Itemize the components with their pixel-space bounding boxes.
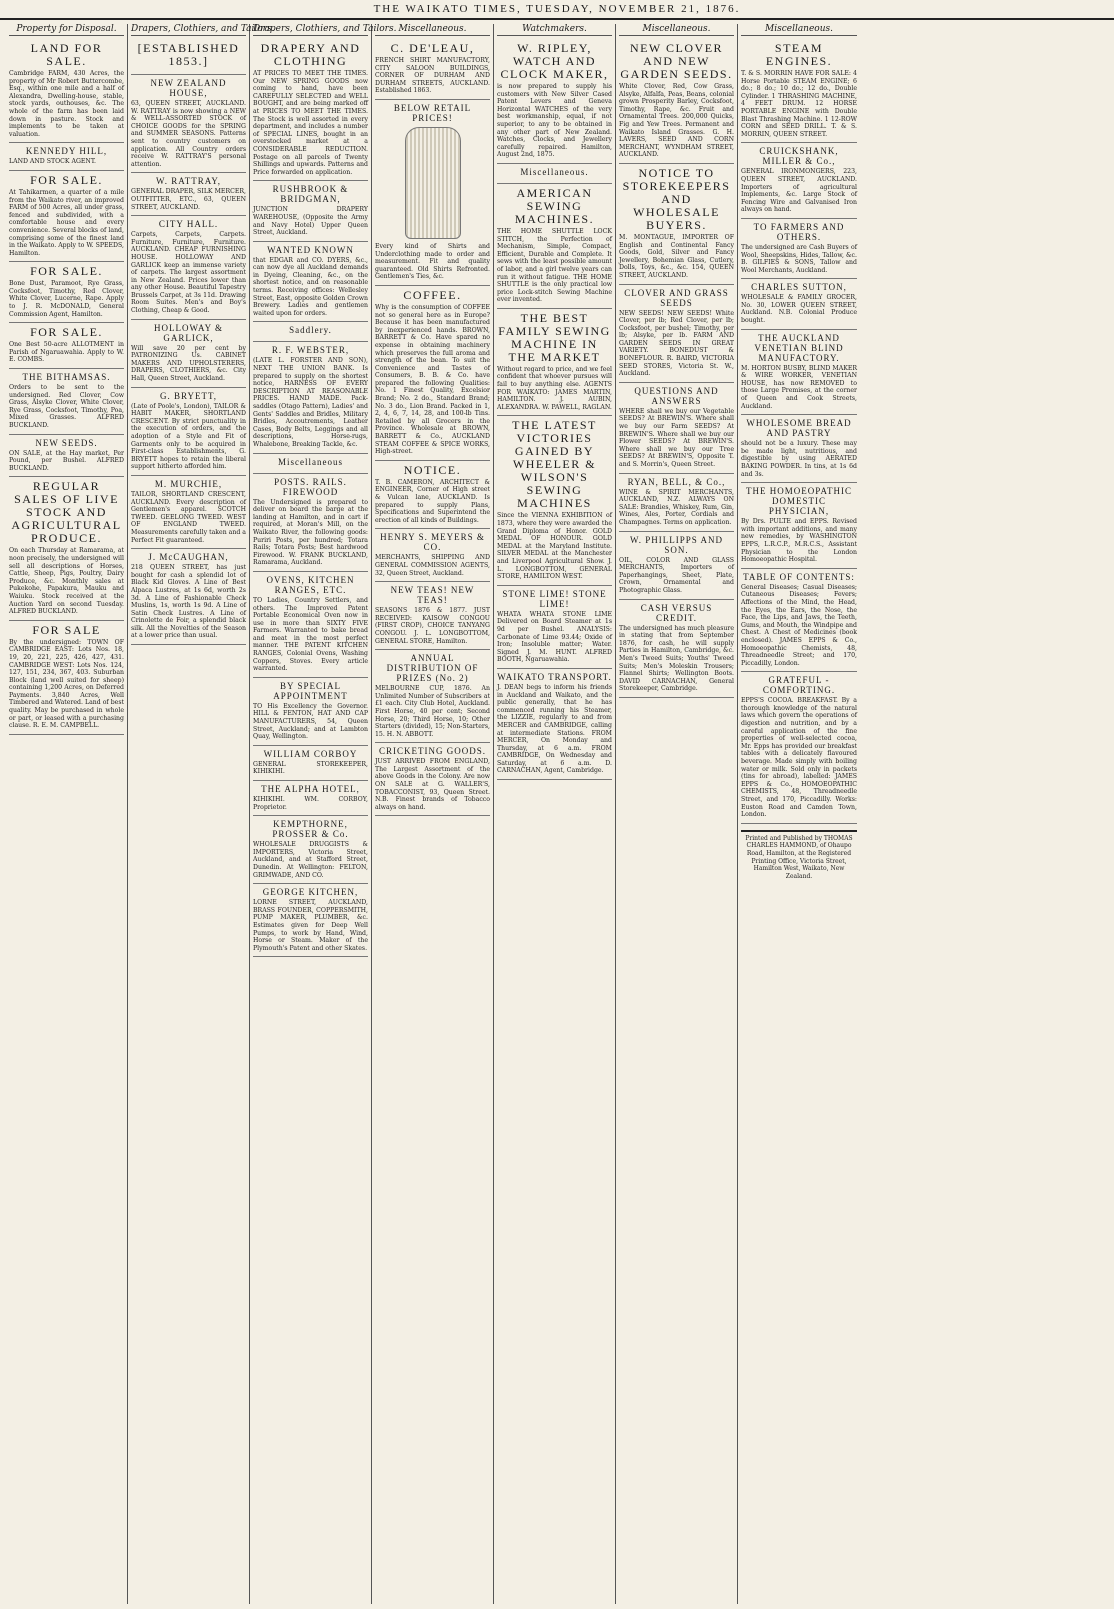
ad-title: ANNUAL DISTRIBUTION OF PRIZES (No. 2): [386, 653, 479, 684]
ad-body: SEASONS 1876 & 1877. JUST RECEIVED: KAISOW CONGOU (FIRST CROP), CHOICE TANYANG CONGOU. J. L. LONGBOTTOM, GENERAL STORE, Hamilton.: [375, 607, 490, 645]
column-4: [372, 24, 494, 1604]
advertisement: [131, 476, 246, 549]
ad-title: OVENS, KITCHEN RANGES, ETC.: [266, 574, 355, 595]
ad-title: BELOW RETAIL PRICES!: [393, 102, 472, 123]
ad-title: THE LATEST VICTORIES GAINED BY WHEELER & WILSON'S SEWING MACHINES: [512, 418, 597, 511]
ad-body: WHOLESALE DRUGGISTS & IMPORTERS, Victoria Street, Auckland, and at Stafford Street, Dunedin. At Wellington: FELTON, GRIMWADE, AND CO.: [253, 841, 368, 879]
ad-body: 218 QUEEN STREET, has just bought for cash a splendid lot of Black Kid Gloves. A Line of Best Alpaca Lustres, at 1s 6d, worth 2s 3d. A Line of Fashionable Check Muslins, 1s, worth 1s 9d. A Line of Satin Check Lustres. A Line of Crinolette de Foir, a splendid black silk. All the Novelties of the Season at a lower price than usual.: [131, 564, 246, 640]
advertisement: [253, 474, 368, 572]
ad-body: AT PRICES TO MEET THE TIMES. Our NEW SPRING GOODS now coming to hand, have been CAREFULLY SELECTED and WELL BOUGHT, and are being marked off at PRICES TO MEET THE TIMES. The Stock is well assorted in every department, and includes a number of SPECIAL LINES, bought in an overstocked market at a CONSIDERABLE REDUCTION. Postage on all parcels of Twenty Shillings and upwards. Patterns and Price forwarded on application.: [253, 70, 368, 176]
newspaper-columns: [6, 24, 1108, 1604]
column-header: Miscellaneous.: [741, 24, 857, 36]
advertisement: [619, 532, 734, 600]
advertisement: [253, 39, 368, 181]
ad-body: WHATA WHATA STONE LIME Delivered on Board Steamer at 1s 9d per Bushel. ANALYSIS: Carbonate of Lime 93.44; Oxide of Iron; Insoluble matter; Water. Signed J. M. HUNT. ALFRED BOOTH, Ngaruawahia.: [497, 610, 612, 664]
advertisement: [9, 323, 124, 369]
advertisement: [253, 781, 368, 816]
ad-title: KENNEDY HILL,: [25, 146, 108, 157]
ad-title: STEAM ENGINES.: [765, 41, 833, 68]
advertisement: [253, 342, 368, 453]
ad-body: White Clover, Red, Cow Grass, Alsyke, Alfalfa, Peas, Beans, colonial grown Prosperity Barley, Cocksfoot, Timothy, Rape, &c. Fruit and Ornamental Trees. 200,000 Quicks, Fig and Yew Trees. Permanent and Waikato Island Grasses. G. H. LAVERS, SEED AND CORN MERCHANT, WYNDHAM STREET, AUCKLAND.: [619, 83, 734, 159]
advertisement: [9, 171, 124, 262]
advertisement: [253, 746, 368, 781]
ad-title: GEORGE KITCHEN,: [262, 887, 359, 898]
ad-title: WANTED KNOWN: [267, 244, 354, 255]
ad-body: (Late of Poole's, London), TAILOR & HABIT MAKER, SHORTLAND CRESCENT. By strict punctuality in the execution of orders, and the adoption of a Style and Fit of Garments only to be acquired in First-class Establishments, G. BRYETT hopes to retain the liberal support hitherto afforded him.: [131, 402, 246, 471]
column-header: Drapers, Clothiers, and Tailors.: [253, 24, 397, 34]
ad-body: TO His Excellency the Governor. HILL & FENTON, HAT AND CAP MANUFACTURERS, 54, Queen Street, Auckland; and at Lambton Quay, Wellington.: [253, 702, 368, 741]
ad-body: The undersigned are Cash Buyers of Wool, Sheepskins, Hides, Tallow, &c. B. GILFIES & SONS, Tallow and Wool Merchants, Auckland.: [741, 243, 857, 274]
ad-body: On each Thursday at Ramarama, at noon precisely, the undersigned will sell all descriptions of Horses, Cattle, Sheep, Pigs, Poultry, Dairy Produce, &c. Monthly sales at Pukekohe, Papakura, Mauku and Waiuku. Stock received at the Auction Yard on second Tuesday. ALFRED BUCKLAND.: [9, 547, 124, 616]
column-7: [738, 24, 860, 1604]
advertisement: [497, 184, 612, 309]
ad-body: J. DEAN begs to inform his friends in Auckland and Waikato, and the public generally, that he has commenced running his Steamer, the LIZZIE, regularly to and from MERCER and CAMBRIDGE, calling at intermediate Stations. FROM MERCER, On Monday and Thursday, at 6 a.m. FROM CAMBRIDGE, On Wednesday and Saturday, at 6 a.m. D. CARNACHAN, Agent, Cambridge.: [497, 683, 612, 775]
advertisement: [741, 330, 857, 416]
ad-body: T. & S. MORRIN HAVE FOR SALE: 4 Horse Portable STEAM ENGINE; 6 do.; 8 do.; 10 do.; 12 do., Double Cylinder. 1 THRASHING MACHINE, 4 FEET DRUM. 12 HORSE PORTABLE ENGINE with Double Blast Thrashing Machine. 1 12-ROW CORN and SEED DRILL. T. & S. MORRIN, QUEEN STREET.: [741, 70, 857, 138]
ad-body: Since the VIENNA EXHIBITION of 1873, where they were awarded the Grand Diploma of Honor. GOLD MEDAL OF HONOUR. GOLD MEDAL at the Maryland Institute. SILVER MEDAL at the Manchester and Liverpool Agricultural Show. J. L. LONGBOTTOM, GENERAL STORE, HAMILTON WEST.: [497, 512, 612, 581]
ad-title: TO FARMERS AND OTHERS.: [753, 221, 845, 242]
advertisement: [741, 483, 857, 569]
advertisement: [497, 164, 612, 184]
ad-title: W. RATTRAY,: [156, 176, 221, 187]
ad-body: TO Ladies, Country Settlers, and others. The Improved Patent Portable Economical Oven now in use in more than SIXTY FIVE Farmers. Warranted to bake bread and meat in the most perfect manner. THE PATENT KITCHEN RANGES, Colonial Ovens, Washing Coppers, Stoves. Every article warranted.: [253, 596, 368, 673]
ad-title: C. DE'LEAU,: [390, 41, 475, 55]
advertisement: [131, 549, 246, 645]
ad-title: [ESTABLISHED 1853.]: [137, 41, 240, 68]
ad-body: Without regard to price, and we feel confident that whoever pursues will fail to buy anything else. AGENTS FOR WAIKATO: JAMES MARTIN, HAMILTON. J. AUBIN, ALEXANDRA. W. PAWELL, RAGLAN.: [497, 365, 612, 411]
ad-body: T. B. CAMERON, ARCHITECT & ENGINEER, Corner of High street & Vulcan lane, AUCKLAND. Is prepared to supply Plans, Specifications and Superintend the erection of all kinds of Buildings.: [375, 478, 490, 524]
ad-title: CRUICKSHANK, MILLER & Co.,: [759, 146, 839, 167]
ad-body: One Best 50-acre ALLOTMENT in Parish of Ngaruawahia. Apply to W. E. COMBS.: [9, 341, 124, 364]
ad-title: J. McCAUGHAN,: [148, 552, 229, 563]
ad-title: LAND FOR SALE.: [30, 41, 103, 68]
advertisement: [375, 286, 490, 461]
advertisement: [9, 39, 124, 143]
ad-body: JUST ARRIVED FROM ENGLAND, The Largest Assortment of the above Goods in the Colony. Are now ON SALE at G. WALLER'S, TOBACCONIST, 93, Queen Street. N.B. Finest brands of Tobacco always on hand.: [375, 758, 490, 811]
advertisement: [497, 586, 612, 669]
advertisement: [497, 669, 612, 780]
ad-title: BY SPECIAL APPOINTMENT: [273, 680, 348, 701]
ad-title: FOR SALE.: [30, 325, 103, 340]
ad-body: MELBOURNE CUP, 1876. An Unlimited Number of Subscribers at £1 each. City Club Hotel, Auckland. First Horse, 40 per cent; Second Horse, 20; Third Horse, 10; Other Starters (divided), 15; Non-Starters, 15. H. N. ABBOTT.: [375, 685, 490, 738]
column-header: Watchmakers.: [497, 24, 612, 36]
advertisement: [497, 309, 612, 417]
ad-body: NEW SEEDS! NEW SEEDS! White Clover, per lb; Red Clover, per lb; Cocksfoot, per bushel; Timothy, per lb; Alsyke, per lb. FARM AND GARDEN SEEDS IN GREAT VARIETY. BONEDUST & BONEFLOUR. R. BAIRD, VICTORIA SEED STORES, Victoria St. W., Auckland.: [619, 309, 734, 378]
ad-title: QUESTIONS AND ANSWERS: [634, 385, 719, 406]
ad-title: R. F. WEBSTER,: [271, 345, 350, 356]
ad-body: LAND AND STOCK AGENT.: [9, 158, 97, 166]
ad-title: M. MURCHIE,: [154, 478, 223, 489]
ad-title: W. PHILLIPPS AND SON.: [630, 534, 723, 555]
ad-title: AMERICAN SEWING MACHINES.: [514, 185, 595, 226]
advertisement: [619, 164, 734, 285]
column-1: [6, 24, 128, 1604]
ad-body: FRENCH SHIRT MANUFACTORY, CITY SALOON BUILDINGS, CORNER OF DURHAM AND DURHAM STREETS, AUCKLAND. Established 1863.: [375, 57, 490, 95]
advertisement: [131, 173, 246, 216]
ad-body: WINE & SPIRIT MERCHANTS, AUCKLAND, N.Z. ALWAYS ON SALE: Brandies, Whiskey, Rum, Gin, Wines, Ales, Porter, Cordials and Champagnes. Terms on application.: [619, 488, 734, 526]
column-2: [128, 24, 275, 1604]
advertisement: [253, 678, 368, 746]
ad-body: Every kind of Shirts and Underclothing made to order and measurement. Fit and quality guaranteed. Old Shirts Refronted. Gentlemen's Ties, &c.: [375, 242, 490, 281]
ad-title: KEMPTHORNE, PROSSER & Co.: [272, 819, 349, 840]
ad-title: CHARLES SUTTON,: [751, 282, 847, 293]
ad-title: RUSHBROOK & BRIDGMAN,: [272, 184, 349, 205]
advertisement: [131, 39, 246, 75]
advertisement: [131, 216, 246, 320]
ad-body: General Diseases; Casual Diseases; Cutaneous Diseases; Fevers; Affections of the Mind, the Head, the Eyes, the Ears, the Nose, the Face, the Lips, and Jaws, the Teeth, Gums, and Mouth, the Windpipe and Chest. A Chest of Medicines (book enclosed). JAMES EPPS & Co., Homoeopathic Chemists, 48, Threadneedle Street; and 170, Piccadilly, London.: [741, 583, 857, 667]
ad-title: FOR SALE.: [30, 172, 103, 187]
advertisement: [253, 454, 368, 474]
ad-title: POSTS. RAILS. FIREWOOD: [274, 476, 347, 497]
ad-body: LORNE STREET, AUCKLAND, BRASS FOUNDER, COPPERSMITH, PUMP MAKER, PLUMBER, &c. Estimates given for Deep Well Pumps, to work by Hand, Wind, Horse or Steam. Maker of the Plymouth's Patent and other Skates.: [253, 899, 368, 952]
ad-body: M. HORTON BUSBY, BLIND MAKER & WIRE WORKER, VENETIAN HOUSE, has now REMOVED to those Large Premises, at the corner of Queen and Cook Streets, Auckland.: [741, 364, 857, 410]
column-5: [494, 24, 616, 1604]
ad-title: G. BRYETT,: [159, 390, 218, 401]
ad-body: M. MONTAGUE, IMPORTER OF English and Continental Fancy Goods, Gold, Silver and Fancy Jewellery, Bohemian Glass, Cutlery, Dolls, Toys, &c., &c. 154, QUEEN STREET, AUCKLAND.: [619, 233, 734, 279]
advertisement: [741, 279, 857, 329]
advertisement: [741, 219, 857, 279]
ad-title: NOTICE.: [403, 462, 462, 477]
ad-title: THE AUCKLAND VENETIAN BLIND MANUFACTORY.: [754, 332, 844, 363]
ad-body: 63, QUEEN STREET, AUCKLAND. W. RATTRAY is now showing a NEW & WELL-ASSORTED STOCK of CHOICE GOODS for the SPRING and SUMMER SEASONS. Patterns sent to country customers on application. All Country orders receive W. RATTRAY'S personal attention.: [131, 100, 246, 168]
printer-imprint: Printed and Published by THOMAS CHARLES HAMMOND, of Ohaupo Road, Hamilton, at the Registered Printing Office, Victoria Street, Hamilton West, Waikato, New Zealand.: [741, 830, 857, 881]
ad-title: HENRY S. MEYERS & CO.: [380, 532, 485, 553]
ad-body: OIL, COLOR AND GLASS MERCHANTS, Importers of Paperhangings, Sheet, Plate, Crown, Ornamental and Photographic Glass.: [619, 556, 734, 594]
advertisement: [9, 435, 124, 478]
advertisement: [131, 388, 246, 476]
ad-body: Orders to be sent to the undersigned. Red Clover, Cow Grass, Alsyke Clover, White Clover, Rye Grass, Cocksfoot, Timothy, Poa, Mixed Grasses. ALFRED BUCKLAND.: [9, 384, 124, 429]
ad-title: NEW SEEDS.: [35, 437, 98, 448]
advertisement: [619, 383, 734, 474]
ad-title: WAIKATO TRANSPORT.: [497, 671, 612, 682]
advertisement: [741, 39, 857, 143]
advertisement: [9, 477, 124, 620]
ad-body: KIHIKIHI. WM. CORBOY, Proprietor.: [253, 796, 368, 811]
advertisement: [131, 320, 246, 388]
ad-body: ON SALE, at the Hay market, Per Pound, per Bushel. ALFRED BUCKLAND.: [9, 449, 124, 472]
ad-body: that EDGAR and CO. DYERS, &c., can now dye all Auckland demands in Dyeing, Cleaning, &c., on the shortest notice, and on reasonable terms. Receiving offices: Wellesley Street, East, opposite Golden Crown Brewery. Ladies and gentlemen waited upon for orders.: [253, 256, 368, 317]
ad-body: At Tahikarmen, a quarter of a mile from the Waikato river, an improved FARM of 500 Acres, all under grass, fenced and subdivided, with a comfortable house and every convenience. Several blocks of land, comprising some of the finest land in the Waikato. Apply to W. SPEEDS, Hamilton.: [9, 188, 124, 257]
ad-body: GENERAL STOREKEEPER, KIHIKIHI.: [253, 760, 368, 776]
ad-title: DRAPERY AND CLOTHING: [260, 41, 361, 68]
advertisement: [375, 39, 490, 100]
advertisement: [741, 672, 857, 824]
advertisement: [253, 884, 368, 957]
ad-body: By Drs. PULTE and EPPS. Revised with important additions, and many new remedies, by WASHINGTON EPPS, L.R.C.P., M.R.C.S., Assistant Physician to the London Homoeopathic Hospital.: [741, 518, 857, 564]
ad-body: The Undersigned is prepared to deliver on board the barge at the landing at Hamilton, and in cart if required, at Moran's Mill, on the Waikato River, the following goods: Puriri Posts, per hundred; Totara Rails; Totara Posts; Best hardwood Firewood. W. FRANK BUCKLAND, Ramarama, Auckland.: [253, 498, 368, 567]
ad-body: is now prepared to supply his customers with New Silver Cased Patent Levers and Geneva Horizontal WATCHES of the very best workmanship, equal, if not superior, to any to be obtained in any other part of New Zealand. Watches, Clocks, and Jewellery carefully repaired. Hamilton, August 2nd, 1875.: [497, 83, 612, 159]
advertisement: [131, 75, 246, 173]
column-header: Property for Disposal.: [9, 24, 124, 36]
advertisement: [253, 242, 368, 323]
advertisement: [9, 262, 124, 323]
ad-body: (LATE L. FORSTER AND SON), NEXT THE UNION BANK. Is prepared to supply on the shortest notice, HARNESS OF EVERY DESCRIPTION AT REASONABLE PRICES. HAND MADE. Pack-saddles (Otago Pattern), Ladies' and Gents' Saddles and Bridles, Military Bridles, Accoutrements, Leather Cases, Body Belts, Leggings and all descriptions, Horse-rugs, Whalebone, Breaking Tackle, &c.: [253, 357, 368, 448]
ad-title: WILLIAM CORBOY: [263, 748, 358, 759]
advertisement: [619, 474, 734, 532]
ad-title: CLOVER AND GRASS SEEDS: [624, 287, 729, 308]
ad-title: THE BEST FAMILY SEWING MACHINE IN THE MARKET: [498, 310, 611, 364]
ad-title: THE HOMOEOPATHIC DOMESTIC PHYSICIAN,: [746, 486, 852, 517]
column-header: Drapers, Clothiers, and Tailors.: [131, 24, 275, 34]
ad-body: WHOLESALE & FAMILY GROCER, No. 30, LOWER QUEEN STREET, Auckland. N.B. Colonial Produce bought.: [741, 294, 857, 325]
advertisement: [375, 100, 490, 286]
ad-title: COFFEE.: [403, 287, 462, 302]
ad-body: Carpets, Carpets, Carpets. Furniture, Furniture, Furniture. AUCKLAND. CHEAP FURNISHING HOUSE. HOLLOWAY AND GARLICK keep an immense variety of carpets. The largest assortment in New Zealand. Prices lower than any other House. Beautiful Tapestry Brussels Carpet, at 3s 11d. Drawing Room Suites. Men's and Boy's Clothing, Cheap & Good.: [131, 231, 246, 315]
ad-body: Bone Dust, Paramoot, Rye Grass, Cocksfoot, Timothy, Red Clover, White Clover, Lucerne, Rape. Apply to J. R. McDONALD, General Commission Agent, Hamilton.: [9, 280, 124, 318]
advertisement: [741, 569, 857, 673]
ad-body: Will save 20 per cent by PATRONIZING Us. CABINET MAKERS AND UPHOLSTERERS, DRAPERS, CLOTHIERS, &c. City Hall, Queen Street, Auckland.: [131, 344, 246, 383]
advertisement: [375, 650, 490, 743]
advertisement: [619, 39, 734, 164]
ad-title: NEW TEAS! NEW TEAS!: [390, 585, 475, 606]
ad-title: NOTICE TO STOREKEEPERS AND WHOLESALE BUYERS.: [622, 165, 731, 232]
column-6: [616, 24, 738, 1604]
column-3: [250, 24, 397, 1604]
ad-body: JUNCTION DRAPERY WAREHOUSE, (Opposite the Army and Navy Hotel) Upper Queen Street, Auckland.: [253, 206, 368, 237]
ad-title: Miscellaneous.: [520, 166, 589, 177]
ad-title: FOR SALE: [32, 622, 101, 637]
advertisement: [253, 181, 368, 241]
ad-body: GENERAL IRONMONGERS, 223, QUEEN STREET, AUCKLAND. Importers of agricultural Implements, &c. Large Stock of Fencing Wire and Galvanised Iron always on hand.: [741, 168, 857, 214]
ad-body: By the undersigned: TOWN OF CAMBRIDGE EAST: Lots Nos. 18, 19, 20, 221, 225, 426, 427, 431. CAMBRIDGE WEST: Lots Nos. 124, 127, 151, 234, 367, 403. Suburban Block (land well suited for sheep) containing 1,200 Acres, on Deferred Payments. 3,840 Acres, Well Timbered and Watered. Land of best quality. May be purchased in whole or part, or leased with a purchasing clause. R. E. M. CAMPBELL.: [9, 638, 124, 730]
advertisement: [497, 39, 612, 164]
advertisement: [375, 743, 490, 816]
ad-title: CITY HALL.: [158, 219, 219, 230]
advertisement: [741, 415, 857, 483]
ad-body: THE HOME SHUTTLE LOCK STITCH, the Perfection of Mechanism, Simple, Compact, Efficient, Durable and Complete. It sews with the least possible amount of labor, and a girl twelve years can run it without fatigue. THE HOME SHUTTLE is the only practical low price Lock-stitch Sewing Machine ever invented.: [497, 227, 612, 304]
ad-title: NEW CLOVER AND NEW GARDEN SEEDS.: [620, 41, 733, 81]
ad-title: WHOLESOME BREAD AND PASTRY: [746, 418, 852, 439]
advertisement: [619, 285, 734, 383]
advertisement: [9, 369, 124, 435]
ad-title: W. RIPLEY, WATCH AND CLOCK MAKER,: [500, 41, 609, 81]
advertisement: [375, 461, 490, 530]
masthead: THE WAIKATO TIMES, TUESDAY, NOVEMBER 21, 1876.: [0, 0, 1114, 20]
ad-title: Saddlery.: [289, 325, 332, 336]
ad-title: STONE LIME! STONE LIME!: [502, 588, 607, 609]
advertisement: [253, 322, 368, 342]
ad-title: HOLLOWAY & GARLICK,: [153, 322, 224, 343]
ad-body: TAILOR, SHORTLAND CRESCENT, AUCKLAND. Every description of Gentlemen's apparel. SCOTCH TWEED. GEELONG TWEED. WEST OF ENGLAND TWEED. Measurements carefully taken and a Perfect Fit guaranteed.: [131, 490, 246, 544]
ad-title: THE ALPHA HOTEL,: [261, 784, 360, 794]
ad-title: RYAN, BELL, & Co.,: [627, 476, 726, 487]
column-header: Miscellaneous.: [619, 24, 734, 36]
advertisement: [253, 816, 368, 884]
ad-body: The undersigned has much pleasure in stating that from September 1876, for cash, he will supply Parties in Hamilton, Cambridge, &c. Men's Tweed Suits; Youths' Tweed Suits; Men's Moleskin Trousers; Flannel Shirts; Wellington Boots. DAVID CARNACHAN, General Storekeeper, Cambridge.: [619, 624, 734, 693]
advertisement: [253, 572, 368, 678]
ad-body: Why is the consumption of COFFEE not so general here as in Europe? Because it has been manufactured by inexperienced hands. BROWN, BARRETT & Co. Have spared no expense in obtaining machinery which preserves the full aroma and strength of the bean. To suit the Convenience and Tastes of Consumers, B. B. & Co. have prepared the following Qualities: No. 1 Finest Quality, Excelsior Brand; No. 2 do., Standard Brand; No. 3 do., Lion Brand. Packed in 1, 2, 4, 6, 7, 14, 28, and 100-lb Tins. Retailed by all Grocers in the Province. Wholesale at BROWN, BARRETT & Co., AUCKLAND STEAM COFFEE & SPICE WORKS, High-street.: [375, 303, 490, 456]
ad-title: TABLE OF CONTENTS:: [743, 571, 855, 582]
ad-title: GRATEFUL - COMFORTING.: [762, 675, 836, 696]
ad-body: Cambridge FARM, 430 Acres, the property of Mr Robert Buttercombe, Esq., within one mile and a half of Alexandra, Dwelling-house, stable, stock yards, outhouses, &c. The whole of the farm has been laid down in pasture. Stock and implements to be taken at valuation.: [9, 70, 124, 138]
advertisement: [497, 416, 612, 585]
advertisement: [375, 529, 490, 582]
column-header: Miscellaneous.: [375, 24, 490, 36]
ad-title: Miscellaneous: [278, 456, 343, 467]
ad-title: FOR SALE.: [30, 264, 103, 279]
ad-title: CRICKETING GOODS.: [379, 746, 486, 757]
advertisement: [619, 600, 734, 698]
ad-title: REGULAR SALES OF LIVE STOCK AND AGRICULTURAL PRODUCE.: [11, 479, 122, 546]
advertisement: [9, 143, 124, 171]
advertisement: [741, 143, 857, 219]
ad-body: should not be a luxury. These may be made light, nutritious, and digestible by using AERATED BAKING POWDER. In tins, at 1s 6d and 3s.: [741, 440, 857, 478]
ad-title: CASH VERSUS CREDIT.: [640, 602, 713, 623]
shirt-illustration: [405, 127, 461, 239]
advertisement: [375, 582, 490, 650]
ad-title: NEW ZEALAND HOUSE,: [150, 78, 227, 98]
ad-body: MERCHANTS, SHIPPING AND GENERAL COMMISSION AGENTS, 32, Queen Street, Auckland.: [375, 554, 490, 577]
ad-body: EPPS'S COCOA. BREAKFAST. By a thorough knowledge of the natural laws which govern the operations of digestion and nutrition, and by a careful application of the fine properties of well-selected cocoa, Mr. Epps has provided our breakfast tables with a delicately flavoured beverage. Made simply with boiling water or milk. Sold only in packets (tins for abroad), labelled: JAMES EPPS & Co., HOMOEOPATHIC CHEMISTS, 48, Threadneedle Street, and 170, Piccadilly. Works: Euston Road and Camden Town, London.: [741, 697, 857, 819]
advertisement: [9, 621, 124, 735]
ad-title: THE BITHAMSAS.: [22, 372, 111, 383]
ad-body: GENERAL DRAPER, SILK MERCER, OUTFITTER, ETC., 63, QUEEN STREET, AUCKLAND.: [131, 188, 246, 211]
ad-body: WHERE shall we buy our Vegetable SEEDS? At BREWIN'S. Where shall we buy our Farm SEEDS? At BREWIN'S. Where shall we buy our Flower SEEDS? At BREWIN'S. Where shall we buy our Tree SEEDS? At BREWIN'S, Opposite T. and S. Morrin's, Queen Street.: [619, 407, 734, 468]
